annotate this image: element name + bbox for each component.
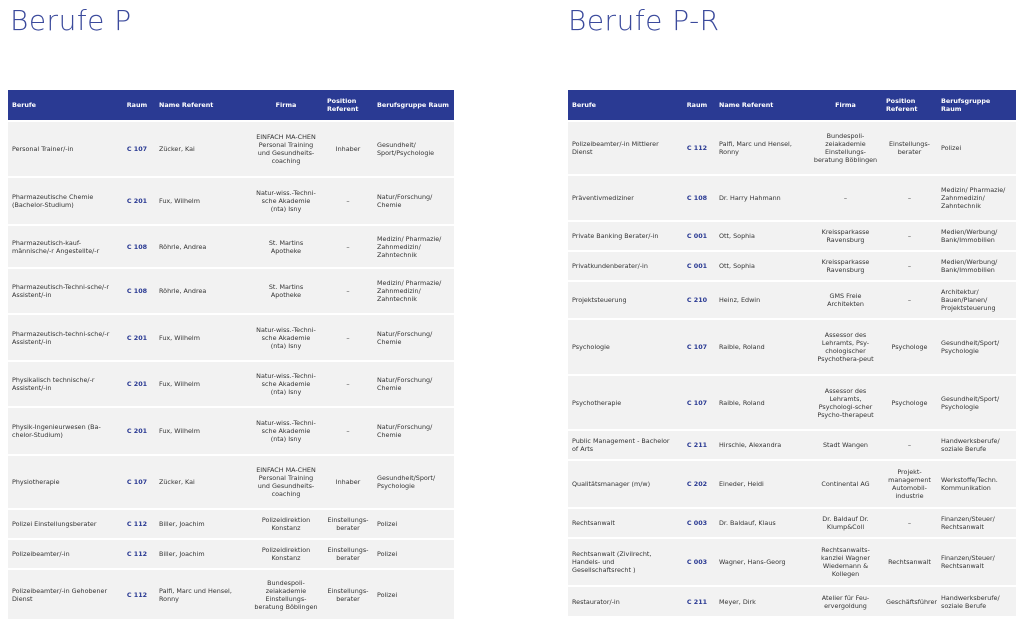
cell-name-referent: Ott, Sophia — [715, 221, 809, 251]
table-row — [568, 121, 1016, 175]
cell-name-referent: Röhrle, Andrea — [155, 268, 249, 314]
cell-raum: C 003 — [679, 538, 715, 586]
table-row — [8, 121, 454, 177]
table-row — [8, 539, 454, 569]
cell-berufsgruppe: Natur/Forschung/ Chemie — [373, 177, 454, 225]
cell-raum: C 202 — [679, 460, 715, 508]
cell-name-referent: Palfi, Marc und Hensel, Ronny — [155, 569, 249, 619]
cell-raum: C 107 — [679, 375, 715, 430]
cell-raum: C 107 — [119, 455, 155, 509]
cell-position-referent: Psychologe — [882, 375, 937, 430]
cell-beruf: Public Management - Bachelor of Arts — [568, 430, 679, 460]
cell-name-referent: Raible, Roland — [715, 375, 809, 430]
table-row — [8, 569, 454, 619]
header-firma: Firma — [809, 90, 882, 121]
table-row — [568, 375, 1016, 430]
cell-raum: C 108 — [119, 225, 155, 268]
cell-firma: Natur-wiss.-Techni-sche Akademie (nta) Isny — [249, 407, 323, 455]
cell-firma: Natur-wiss.-Techni-sche Akademie (nta) Isny — [249, 314, 323, 361]
cell-name-referent: Zücker, Kai — [155, 455, 249, 509]
cell-berufsgruppe: Gesundheit/Sport/ Psychologie — [373, 455, 454, 509]
cell-firma: – — [809, 175, 882, 221]
table-row — [568, 508, 1016, 538]
header-berufe: Berufe — [568, 90, 679, 121]
cell-position-referent: – — [323, 177, 373, 225]
table-row — [8, 268, 454, 314]
cell-position-referent: Einstellungs-berater — [323, 509, 373, 539]
table-header-row — [8, 90, 454, 121]
header-name-referent: Name Referent — [715, 90, 809, 121]
cell-position-referent: – — [882, 430, 937, 460]
cell-firma: Assessor des Lehramts, Psy-chologischer Psychothera-peut — [809, 319, 882, 375]
cell-firma: Assessor des Lehramts, Psychologi-scher Psycho-therapeut — [809, 375, 882, 430]
header-position-referent: Position Referent — [882, 90, 937, 121]
cell-raum: C 210 — [679, 281, 715, 319]
cell-position-referent: – — [323, 225, 373, 268]
cell-firma: Rechtsanwalts-kanzlei Wagner Wiedemann & Kollegen — [809, 538, 882, 586]
cell-firma: Dr. Baldauf Dr. Klump&Coll — [809, 508, 882, 538]
cell-beruf: Polizeibeamter/-in Mittlerer Dienst — [568, 121, 679, 175]
cell-name-referent: Dr. Harry Hahmann — [715, 175, 809, 221]
cell-firma: St. Martins Apotheke — [249, 268, 323, 314]
cell-berufsgruppe: Gesundheit/Sport/ Psychologie — [937, 319, 1016, 375]
cell-berufsgruppe: Polizei — [937, 121, 1016, 175]
table-row — [8, 361, 454, 407]
cell-name-referent: Meyer, Dirk — [715, 586, 809, 616]
cell-position-referent: Psychologe — [882, 319, 937, 375]
cell-name-referent: Fux, Wilhelm — [155, 361, 249, 407]
table-row — [568, 221, 1016, 251]
cell-raum: C 201 — [119, 314, 155, 361]
header-berufsgruppe-raum: Berufsgruppe Raum — [937, 90, 1016, 121]
cell-name-referent: Fux, Wilhelm — [155, 407, 249, 455]
cell-position-referent: Einstellungs-berater — [323, 569, 373, 619]
cell-name-referent: Wagner, Hans-Georg — [715, 538, 809, 586]
cell-raum: C 201 — [119, 407, 155, 455]
cell-name-referent: Fux, Wilhelm — [155, 177, 249, 225]
cell-beruf: Psychotherapie — [568, 375, 679, 430]
cell-firma: Bundespoli-zeiakademie Einstellungs-beratung Böblingen — [249, 569, 323, 619]
cell-name-referent: Heinz, Edwin — [715, 281, 809, 319]
cell-berufsgruppe: Werkstoffe/Techn. Kommunikation — [937, 460, 1016, 508]
cell-berufsgruppe: Natur/Forschung/ Chemie — [373, 361, 454, 407]
page-title-right: Berufe P-R — [568, 4, 720, 37]
cell-firma: EINFACH MA-CHEN Personal Training und Gesundheits-coaching — [249, 121, 323, 177]
cell-firma: Kreissparkasse Ravensburg — [809, 221, 882, 251]
cell-raum: C 001 — [679, 251, 715, 281]
cell-berufsgruppe: Polizei — [373, 539, 454, 569]
cell-berufsgruppe: Medizin/ Pharmazie/ Zahnmedizin/ Zahntechnik — [937, 175, 1016, 221]
cell-raum: C 201 — [119, 361, 155, 407]
cell-beruf: Private Banking Berater/-in — [568, 221, 679, 251]
cell-firma: Natur-wiss.-Techni-sche Akademie (nta) Isny — [249, 177, 323, 225]
cell-beruf: Restaurator/-in — [568, 586, 679, 616]
cell-raum: C 112 — [679, 121, 715, 175]
table-row — [568, 251, 1016, 281]
cell-beruf: Projektsteuerung — [568, 281, 679, 319]
cell-beruf: Privatkundenberater/-in — [568, 251, 679, 281]
cell-position-referent: – — [882, 175, 937, 221]
table-row — [568, 281, 1016, 319]
table-berufe-p-r — [568, 90, 1016, 616]
cell-name-referent: Hirschle, Alexandra — [715, 430, 809, 460]
cell-beruf: Pharmazeutisch-techni-sche/-r Assistent/-in — [8, 314, 119, 361]
table-row — [8, 509, 454, 539]
cell-firma: Atelier für Feu-ervergoldung — [809, 586, 882, 616]
header-name-referent: Name Referent — [155, 90, 249, 121]
cell-raum: C 003 — [679, 508, 715, 538]
table-row — [568, 319, 1016, 375]
cell-position-referent: – — [882, 251, 937, 281]
cell-firma: Kreissparkasse Ravensburg — [809, 251, 882, 281]
table-row — [568, 586, 1016, 616]
cell-name-referent: Röhrle, Andrea — [155, 225, 249, 268]
cell-firma: Natur-wiss.-Techni-sche Akademie (nta) Isny — [249, 361, 323, 407]
cell-raum: C 108 — [679, 175, 715, 221]
header-berufsgruppe-raum: Berufsgruppe Raum — [373, 90, 454, 121]
cell-raum: C 112 — [119, 509, 155, 539]
header-position-referent: Position Referent — [323, 90, 373, 121]
cell-name-referent: Zücker, Kai — [155, 121, 249, 177]
header-berufe: Berufe — [8, 90, 119, 121]
cell-berufsgruppe: Medizin/ Pharmazie/ Zahnmedizin/ Zahntechnik — [373, 268, 454, 314]
cell-berufsgruppe: Gesundheit/Sport/ Psychologie — [937, 375, 1016, 430]
cell-berufsgruppe: Gesundheit/ Sport/Psychologie — [373, 121, 454, 177]
cell-beruf: Polizeibeamter/-in Gehobener Dienst — [8, 569, 119, 619]
table-header-row — [568, 90, 1016, 121]
cell-firma: Polizeidirektion Konstanz — [249, 539, 323, 569]
cell-beruf: Physikalisch technische/-r Assistent/-in — [8, 361, 119, 407]
table-row — [8, 314, 454, 361]
cell-berufsgruppe: Polizei — [373, 509, 454, 539]
cell-berufsgruppe: Handwerksberufe/ soziale Berufe — [937, 586, 1016, 616]
cell-raum: C 107 — [679, 319, 715, 375]
cell-raum: C 201 — [119, 177, 155, 225]
cell-berufsgruppe: Natur/Forschung/ Chemie — [373, 314, 454, 361]
cell-name-referent: Fux, Wilhelm — [155, 314, 249, 361]
table-berufe-p — [8, 90, 454, 619]
cell-firma: Stadt Wangen — [809, 430, 882, 460]
cell-name-referent: Biller, Joachim — [155, 509, 249, 539]
cell-beruf: Rechtsanwalt (Zivilrecht, Handels- und Gesellschaftsrecht ) — [568, 538, 679, 586]
header-firma: Firma — [249, 90, 323, 121]
cell-name-referent: Dr. Baldauf, Klaus — [715, 508, 809, 538]
cell-raum: C 112 — [119, 569, 155, 619]
table-row — [8, 407, 454, 455]
cell-name-referent: Ott, Sophia — [715, 251, 809, 281]
cell-position-referent: Einstellungs-berater — [882, 121, 937, 175]
cell-position-referent: – — [323, 407, 373, 455]
cell-berufsgruppe: Medizin/ Pharmazie/ Zahnmedizin/ Zahntechnik — [373, 225, 454, 268]
cell-position-referent: Rechtsanwalt — [882, 538, 937, 586]
cell-beruf: Pharmazeutisch-Techni-sche/-r Assistent/-in — [8, 268, 119, 314]
cell-berufsgruppe: Handwerksberufe/ soziale Berufe — [937, 430, 1016, 460]
cell-raum: C 211 — [679, 430, 715, 460]
cell-beruf: Qualitätsmanager (m/w) — [568, 460, 679, 508]
cell-name-referent: Biller, Joachim — [155, 539, 249, 569]
cell-position-referent: – — [882, 281, 937, 319]
cell-firma: GMS Freie Architekten — [809, 281, 882, 319]
cell-raum: C 112 — [119, 539, 155, 569]
cell-raum: C 001 — [679, 221, 715, 251]
cell-firma: EINFACH MA-CHEN Personal Training und Gesundheits-coaching — [249, 455, 323, 509]
cell-position-referent: Geschäftsführer — [882, 586, 937, 616]
cell-position-referent: – — [323, 314, 373, 361]
cell-position-referent: – — [882, 221, 937, 251]
cell-position-referent: – — [323, 361, 373, 407]
cell-firma: Bundespoli-zeiakademie Einstellungs-beratung Böblingen — [809, 121, 882, 175]
table-row — [568, 175, 1016, 221]
cell-position-referent: – — [882, 508, 937, 538]
table-row — [568, 538, 1016, 586]
cell-berufsgruppe: Architektur/ Bauen/Planen/ Projektsteuerung — [937, 281, 1016, 319]
cell-beruf: Physik-Ingenieurwesen (Ba-chelor-Studium) — [8, 407, 119, 455]
cell-firma: Continental AG — [809, 460, 882, 508]
cell-raum: C 211 — [679, 586, 715, 616]
page-title-left: Berufe P — [10, 4, 132, 37]
cell-berufsgruppe: Natur/Forschung/ Chemie — [373, 407, 454, 455]
header-raum: Raum — [679, 90, 715, 121]
cell-raum: C 107 — [119, 121, 155, 177]
cell-raum: C 108 — [119, 268, 155, 314]
cell-berufsgruppe: Finanzen/Steuer/ Rechtsanwalt — [937, 508, 1016, 538]
cell-name-referent: Raible, Roland — [715, 319, 809, 375]
table-row — [568, 460, 1016, 508]
cell-position-referent: Inhaber — [323, 121, 373, 177]
cell-berufsgruppe: Medien/Werbung/ Bank/Immobilien — [937, 251, 1016, 281]
table-row — [8, 455, 454, 509]
cell-position-referent: Einstellungs-berater — [323, 539, 373, 569]
cell-beruf: Pharmazeutisch-kauf-männische/-r Angestellte/-r — [8, 225, 119, 268]
table-row — [8, 177, 454, 225]
table-row — [8, 225, 454, 268]
cell-beruf: Physiotherapie — [8, 455, 119, 509]
cell-berufsgruppe: Polizei — [373, 569, 454, 619]
cell-position-referent: – — [323, 268, 373, 314]
cell-position-referent: Projekt-management Automobil-industrie — [882, 460, 937, 508]
cell-beruf: Personal Trainer/-in — [8, 121, 119, 177]
cell-beruf: Rechtsanwalt — [568, 508, 679, 538]
cell-firma: St. Martins Apotheke — [249, 225, 323, 268]
cell-position-referent: Inhaber — [323, 455, 373, 509]
cell-name-referent: Eineder, Heidi — [715, 460, 809, 508]
cell-name-referent: Palfi, Marc und Hensel, Ronny — [715, 121, 809, 175]
header-raum: Raum — [119, 90, 155, 121]
cell-berufsgruppe: Medien/Werbung/ Bank/Immobilien — [937, 221, 1016, 251]
cell-berufsgruppe: Finanzen/Steuer/ Rechtsanwalt — [937, 538, 1016, 586]
cell-beruf: Präventivmediziner — [568, 175, 679, 221]
cell-beruf: Psychologie — [568, 319, 679, 375]
cell-beruf: Polizei Einstellungsberater — [8, 509, 119, 539]
cell-beruf: Pharmazeutische Chemie (Bachelor-Studium) — [8, 177, 119, 225]
table-row — [568, 430, 1016, 460]
cell-firma: Polizeidirektion Konstanz — [249, 509, 323, 539]
cell-beruf: Polizeibeamter/-in — [8, 539, 119, 569]
